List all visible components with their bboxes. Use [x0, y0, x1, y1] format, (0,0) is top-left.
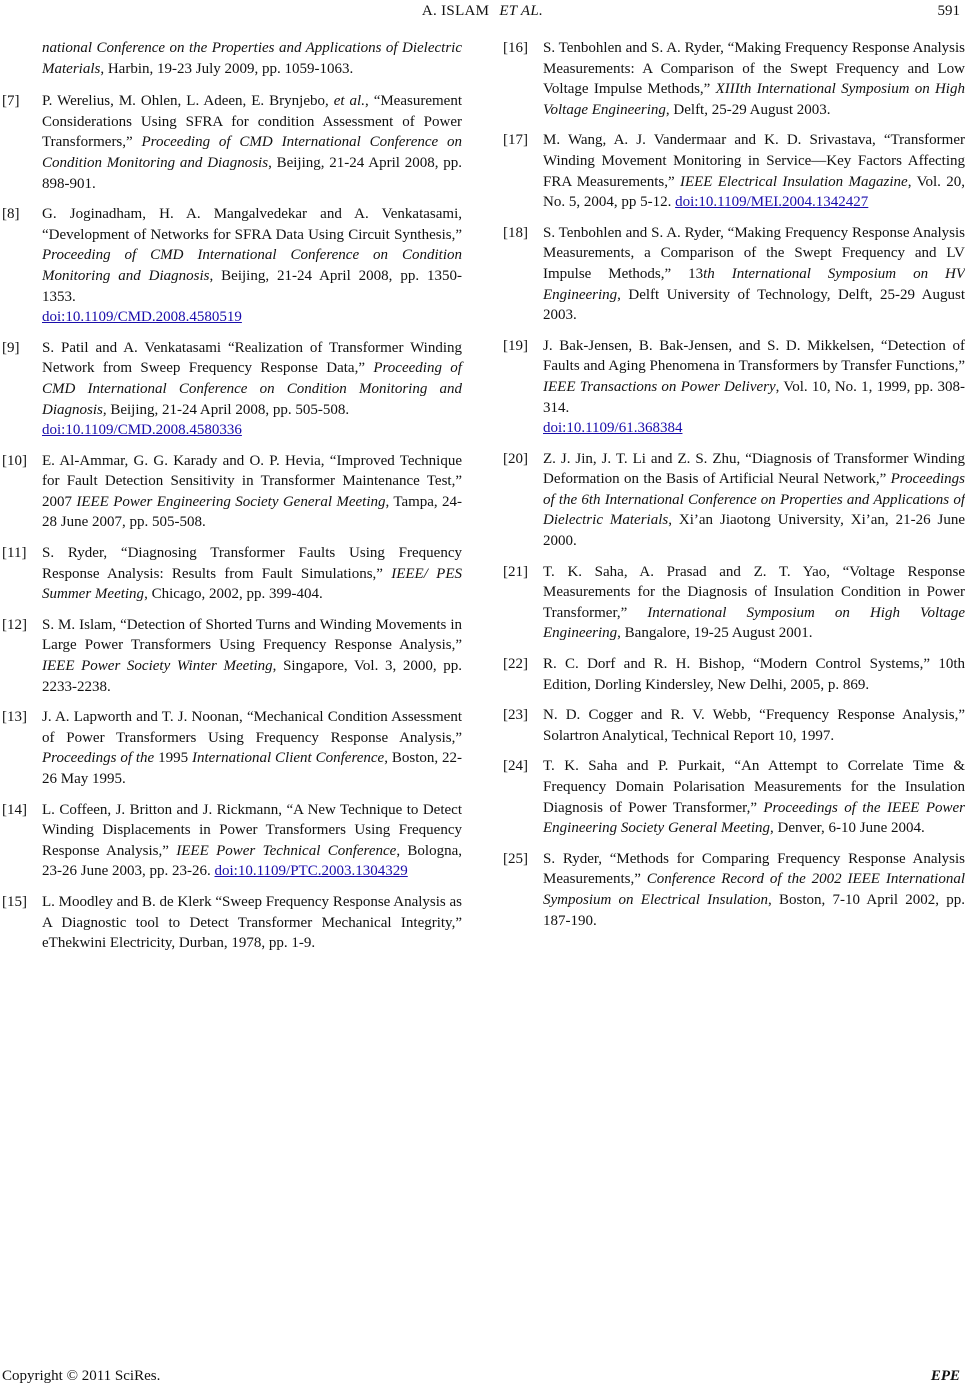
- continuation-text: , Harbin, 19-23 July 2009, pp. 1059-1063.: [100, 60, 354, 77]
- reference-number: [20]: [503, 450, 528, 467]
- reference-venue: IEEE Power Engineering Society General Meeting: [76, 493, 386, 510]
- reference-entry: [503, 449, 965, 552]
- reference-authors-title: T. K. Saha and P. Purkait, “An Attempt to Correlate Time & Frequency Domain Polarisation Measurements for the Insulation Diagnosis of Power Transformer,”: [543, 758, 965, 816]
- reference-number: [16]: [503, 40, 528, 56]
- reference-text: [42, 91, 462, 194]
- reference-number: [21]: [503, 563, 528, 580]
- doi-link[interactable]: doi:10.1109/CMD.2008.4580519: [42, 309, 242, 326]
- reference-entry: [2, 451, 462, 533]
- authors: A. ISLAM: [421, 3, 490, 19]
- reference-venue: IEEE Power Society Winter Meeting: [42, 658, 273, 675]
- reference-details: , Xi’an Jiaotong University, Xi’an, 21-26 June 2000.: [543, 512, 965, 550]
- reference-continuation: [2, 38, 462, 79]
- reference-authors-title: S. Ryder, “Methods for Comparing Frequency Response Analysis Measurements,”: [543, 850, 965, 888]
- reference-number: [7]: [2, 93, 20, 110]
- reference-text: [42, 615, 462, 697]
- reference-venue: XIIIth International Symposium on High Voltage Engineering: [543, 81, 965, 118]
- reference-authors-title: S. Tenbohlen and S. A. Ryder, “Making Frequency Response Analysis Measurements, a Comparison of the Swept Frequency and LV Impulse Methods,” 13: [543, 224, 965, 282]
- et-al: et al.: [333, 93, 365, 110]
- reference-number: [22]: [503, 656, 528, 673]
- reference-number: [25]: [503, 850, 528, 867]
- reference-number: [15]: [2, 893, 27, 910]
- reference-authors-title: E. Al-Ammar, G. G. Karady and O. P. Hevia, “Improved Technique for Fault Detection Sensitivity in Transformer Maintenance Test,” 2007: [42, 452, 462, 510]
- reference-venue: IEEE/ PES Summer Meeting: [42, 565, 462, 603]
- reference-text: [42, 707, 462, 789]
- reference-venue: Proceedings of the IEEE Power Engineering Society General Meeting: [543, 799, 965, 837]
- reference-details: , Boston, 7-10 April 2002, pp. 187-190.: [543, 891, 965, 929]
- journal-abbrev: EPE: [930, 1368, 960, 1384]
- reference-entry: [2, 615, 462, 697]
- reference-details: , Beijing, 21-24 April 2008, pp. 1350-1353.: [42, 267, 462, 305]
- reference-details: , Tampa, 24-28 June 2007, pp. 505-508.: [42, 493, 463, 531]
- reference-text: [543, 756, 965, 838]
- reference-venue: Proceedings of the 6th International Conference on Properties and Applications of Dielectric Materials: [543, 471, 965, 529]
- running-head: [0, 0, 965, 24]
- reference-authors-title: J. A. Lapworth and T. J. Noonan, “Mechanical Condition Assessment of Power Transformers Using Frequency Response Analysis,”: [42, 709, 462, 746]
- reference-entry: [503, 336, 965, 439]
- reference-authors-title: S. Ryder, “Diagnosing Transformer Faults Using Frequency Response Analysis: Results from Fault Simulations,”: [42, 545, 462, 582]
- reference-number: [24]: [503, 758, 528, 775]
- doi-link[interactable]: doi:10.1109/PTC.2003.1304329: [214, 863, 408, 880]
- reference-venue: IEEE Electrical Insulation Magazine: [679, 173, 908, 190]
- reference-text: [543, 654, 965, 695]
- reference-authors-title: S. Tenbohlen and S. A. Ryder, “Making Frequency Response Analysis Measurements: A Comparison of the Swept Frequency and Low Voltage Impulse Methods,”: [543, 40, 965, 98]
- reference-entry: [2, 91, 462, 194]
- reference-venue: Proceeding of CMD International Conference on Condition Monitoring and Diagnosis: [42, 360, 462, 418]
- reference-number: [11]: [2, 545, 27, 562]
- reference-authors-title: S. Patil and A. Venkatasami “Realization of Transformer Winding Network from Sweep Frequency Response Data,”: [42, 339, 462, 377]
- reference-number: [23]: [503, 707, 528, 724]
- reference-venue: IEEE Transactions on Power Delivery: [543, 378, 776, 395]
- reference-authors-title: R. C. Dorf and R. H. Bishop, “Modern Control Systems,” 10th Edition, Dorling Kindersley, New Delhi, 2005, p. 869.: [543, 656, 965, 693]
- reference-venue: International Symposium on High Voltage Engineering: [543, 604, 965, 642]
- reference-number: [8]: [2, 206, 20, 223]
- right-column: [503, 38, 965, 941]
- reference-authors-title: Z. J. Jin, J. T. Li and Z. S. Zhu, “Diagnosis of Transformer Winding Deformation on the Basis of Artificial Neural Network,”: [543, 450, 965, 488]
- reference-entry: [2, 338, 462, 441]
- page-number: 591: [937, 3, 960, 19]
- reference-authors-title: L. Coffeen, J. Britton and J. Rickmann, “A New Technique to Detect Winding Displacements in Power Transformers Using Frequency Response Analysis,”: [42, 801, 462, 859]
- reference-details: , Vol. 10, No. 1, 1999, pp. 308-314.: [543, 378, 965, 416]
- reference-text: [42, 204, 462, 328]
- reference-text: [543, 849, 965, 931]
- reference-entry: [503, 849, 965, 931]
- reference-text: [42, 543, 462, 605]
- reference-venue: Proceeding of CMD International Conference on Condition Monitoring and Diagnosis: [42, 247, 462, 284]
- reference-details: , Bangalore, 19-25 August 2001.: [617, 625, 813, 642]
- reference-authors-title: N. D. Cogger and R. V. Webb, “Frequency Response Analysis,” Solartron Analytical, Technical Report 10, 1997.: [543, 707, 965, 744]
- reference-details: , Singapore, Vol. 3, 2000, pp. 2233-2238.: [42, 658, 462, 695]
- footer: [0, 1366, 965, 1386]
- reference-text: [42, 892, 462, 954]
- reference-details: , Bologna, 23-26 June 2003, pp. 23-26.: [42, 842, 462, 880]
- reference-number: [19]: [503, 337, 528, 354]
- reference-authors-title: T. K. Saha, A. Prasad and Z. T. Yao, “Voltage Response Measurements for the Diagnosis of Insulation Condition in Power Transformer,”: [543, 563, 965, 621]
- reference-number: [12]: [2, 616, 27, 633]
- reference-authors-title: S. M. Islam, “Detection of Shorted Turns and Winding Movements in Large Power Transformers Using Frequency Response Analysis,”: [42, 616, 462, 654]
- reference-text: [543, 336, 965, 439]
- reference-authors-title: J. Bak-Jensen, B. Bak-Jensen, and S. D. Mikkelsen, “Detection of Faults and Aging Phenomena in Transformers by Transfer Functions,”: [543, 337, 965, 375]
- reference-authors-title: P. Werelius, M. Ohlen, L. Adeen, E. Brynjebo,: [42, 93, 334, 110]
- reference-number: [13]: [2, 709, 27, 726]
- reference-number: [17]: [503, 132, 528, 149]
- continuation-italic: national Conference on the Properties and Applications of Dielectric Materials: [42, 40, 462, 77]
- reference-text: [42, 800, 462, 882]
- reference-text: [543, 130, 965, 212]
- reference-venue: th International Symposium on HV Engineering: [543, 265, 965, 303]
- reference-entry: [2, 543, 462, 605]
- reference-authors-title: M. Wang, A. J. Vandermaar and K. D. Srivastava, “Transformer Winding Movement Monitoring in Service—Key Factors Affecting FRA Measurements,”: [543, 132, 965, 190]
- reference-entry: [2, 800, 462, 882]
- reference-venue-cont: International Client Conference: [192, 750, 385, 767]
- reference-venue: Proceedings of the: [42, 750, 155, 767]
- reference-details: , Beijing, 21-24 April 2008, pp. 505-508.: [102, 401, 350, 418]
- et-al: ET AL.: [499, 3, 544, 19]
- reference-venue: Proceeding of CMD International Conference on Condition Monitoring and Diagnosis: [42, 134, 462, 171]
- reference-text: [543, 449, 965, 552]
- reference-number: [18]: [503, 224, 528, 241]
- reference-entry: [503, 223, 965, 326]
- reference-entry: [503, 654, 965, 695]
- reference-title: , “Measurement Considerations Using SFRA for condition Assessment of Power Transformers,”: [42, 93, 462, 151]
- reference-text: [42, 451, 462, 533]
- reference-authors-title: L. Moodley and B. de Klerk “Sweep Frequency Response Analysis as A Diagnostic tool to Detect Transformer Mechanical Integrity,” eThekwini Electricity, Durban, 1978, pp. 1-9.: [42, 893, 462, 952]
- reference-details: , Beijing, 21-24 April 2008, pp. 898-901.: [42, 154, 463, 192]
- reference-details: , Denver, 6-10 June 2004.: [770, 820, 925, 837]
- reference-details: , Delft University of Technology, Delft, 25-29 August 2003.: [543, 286, 965, 324]
- reference-entry: [503, 562, 965, 644]
- reference-number: [14]: [2, 801, 27, 818]
- reference-entry: [503, 756, 965, 838]
- reference-entry: [2, 707, 462, 789]
- reference-year: 1995: [154, 750, 192, 767]
- reference-number: [9]: [2, 339, 20, 356]
- reference-authors-title: G. Joginadham, H. A. Mangalvedekar and A. Venkatasami, “Development of Networks for SFRA Data Using Circuit Synthesis,”: [42, 206, 462, 243]
- reference-entry: [503, 130, 965, 212]
- reference-details: , Chicago, 2002, pp. 399-404.: [144, 586, 323, 603]
- reference-entry: [503, 705, 965, 746]
- reference-entry: [2, 892, 462, 954]
- reference-details: , Vol. 20, No. 5, 2004, pp 5-12.: [543, 173, 965, 211]
- reference-venue: IEEE Power Technical Conference: [176, 842, 397, 859]
- reference-text: [543, 562, 965, 644]
- doi-link[interactable]: doi:10.1109/MEI.2004.1342427: [675, 194, 869, 211]
- reference-text: [543, 38, 965, 120]
- reference-text: [42, 338, 462, 441]
- reference-text: [543, 705, 965, 746]
- reference-details: , Boston, 22-26 May 1995.: [42, 750, 462, 787]
- reference-details: , Delft, 25-29 August 2003.: [665, 101, 831, 118]
- reference-number: [10]: [2, 452, 27, 469]
- doi-link[interactable]: doi:10.1109/61.368384: [543, 420, 683, 437]
- reference-venue: Conference Record of the 2002 IEEE International Symposium on Electrical Insulation: [543, 871, 965, 908]
- reference-entry: [503, 38, 965, 120]
- copyright: Copyright © 2011 SciRes.: [2, 1368, 161, 1384]
- doi-link[interactable]: doi:10.1109/CMD.2008.4580336: [42, 422, 242, 439]
- left-column: [2, 38, 462, 964]
- running-head-authors: [0, 0, 965, 22]
- reference-text: [543, 223, 965, 326]
- reference-entry: [2, 204, 462, 328]
